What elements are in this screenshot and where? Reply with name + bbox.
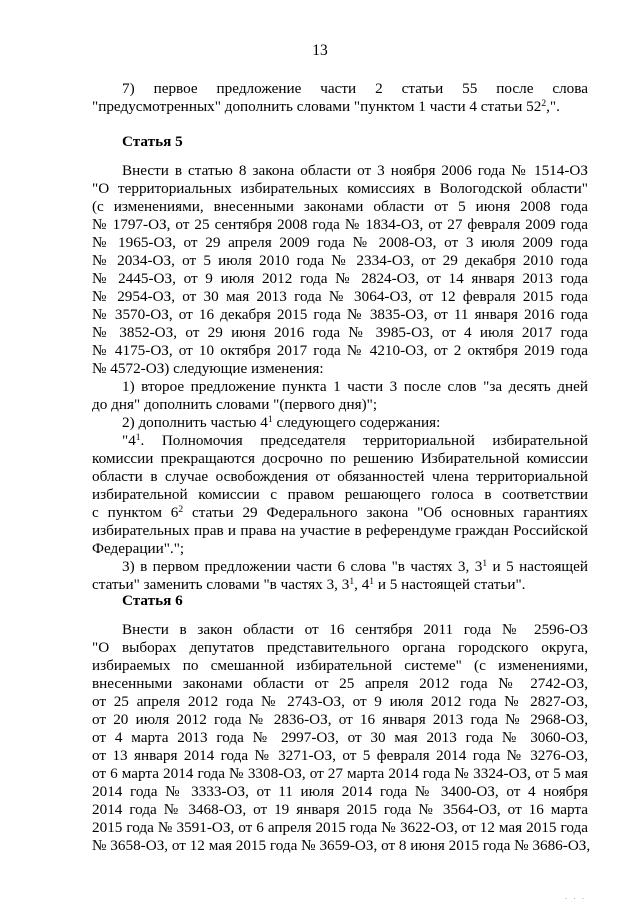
article-6-line: 2014 года № 3333-ОЗ, от 11 июля 2014 года № 3400-ОЗ, от 4 ноября — [92, 783, 588, 800]
article-6-line: внесенными законами области от 25 апреля 2012 года № 2742-ОЗ, — [92, 675, 588, 692]
quote-line-5: с пунктом $6^2$ статьи 29 Федерального закона "Об основных гарантиях — [92, 504, 588, 521]
item-7 — [92, 80, 588, 116]
footer-mark: · · · — [565, 895, 587, 903]
article-5-item-2: 2) дополнить частью $4^1$ следующего содержания: — [122, 414, 441, 431]
article-6-line: № 3658-ОЗ, от 12 мая 2015 года № 3659-ОЗ, от 8 июня 2015 года № 3686-ОЗ, — [92, 837, 591, 854]
quote-line-3: области в случае освобождения от обязанностей члена территориальной — [92, 468, 588, 485]
article-5-line: № 1797-ОЗ, от 25 сентября 2008 года № 1834-ОЗ, от 27 февраля 2009 года — [92, 216, 588, 233]
article-5 — [92, 133, 588, 151]
article-5-line: № 4175-ОЗ, от 10 октября 2017 года № 4210-ОЗ, от 2 октября 2019 года — [92, 342, 588, 359]
quote-line-6: избирательных прав и права на участие в референдуме граждан Российской — [92, 522, 588, 539]
article-6 — [92, 592, 588, 610]
article-6-line: 2015 года № 3591-ОЗ, от 6 апреля 2015 года № 3622-ОЗ, от 12 мая 2015 года — [92, 819, 588, 836]
article-5-line: № 1965-ОЗ, от 29 апреля 2009 года № 2008-ОЗ, от 3 июля 2009 года — [92, 234, 588, 251]
article-6-line: "О выборах депутатов представительного органа городского округа, — [92, 639, 588, 656]
quote-line-1: "$4^1$. Полномочия председателя территориальной избирательной — [122, 432, 588, 449]
article-5-item-3-line-2: статьи" заменить словами "в частях 3, $3^1$, $4^1$ и 5 настоящей статьи". — [92, 576, 526, 593]
quote-line-2: комиссии прекращаются досрочно по решению Избирательной комиссии — [92, 450, 588, 467]
article-5-line: № 2954-ОЗ, от 30 мая 2013 года № 3064-ОЗ, от 12 февраля 2015 года — [92, 288, 588, 305]
quote-line-7: Федерации"."; — [92, 540, 185, 557]
article-5-line: "О территориальных избирательных комиссиях в Вологодской области" — [92, 180, 588, 197]
article-6-line: 2014 года № 3468-ОЗ, от 19 января 2015 года № 3564-ОЗ, от 16 марта — [92, 801, 588, 818]
article-6-line: от 6 марта 2014 года № 3308-ОЗ, от 27 марта 2014 года № 3324-ОЗ, от 5 мая — [92, 765, 588, 782]
article-5-heading: Статья 5 — [122, 133, 183, 150]
article-5-item-3-line-1: 3) в первом предложении части 6 слова "в частях 3, $3^1$ и 5 настоящей — [122, 558, 588, 575]
article-6-body — [92, 621, 591, 855]
article-6-line: от 4 марта 2013 года № 2997-ОЗ, от 30 мая 2013 года № 3060-ОЗ, — [92, 729, 588, 746]
article-5-line: № 2034-ОЗ, от 5 июля 2010 года № 2334-ОЗ, от 29 декабря 2010 года — [92, 252, 588, 269]
article-5-item-1-line-1: 1) второе предложение пункта 1 части 3 после слов "за десять дней — [122, 378, 588, 395]
article-6-line: от 20 июля 2012 года № 2836-ОЗ, от 16 января 2013 года № 2968-ОЗ, — [92, 711, 588, 728]
article-5-line: № 2445-ОЗ, от 9 июля 2012 года № 2824-ОЗ, от 14 января 2013 года — [92, 270, 588, 287]
article-6-line: Внести в закон области от 16 сентября 2011 года № 2596-ОЗ — [122, 621, 588, 638]
item-7-line-1: 7) первое предложение части 2 статьи 55 после слова — [122, 80, 588, 97]
article-5-body — [92, 162, 588, 594]
quote-line-4: избирательной комиссии с правом решающего голоса в соответствии — [92, 486, 588, 503]
article-6-heading: Статья 6 — [122, 592, 183, 609]
item-7-line-2: "предусмотренных" дополнить словами "пунктом 1 части 4 статьи $52^2$,". — [92, 98, 560, 115]
article-5-line: № 3570-ОЗ, от 16 декабря 2015 года № 3835-ОЗ, от 11 января 2016 года — [92, 306, 588, 323]
article-5-line: (с изменениями, внесенными законами области от 5 июня 2008 года — [92, 198, 588, 215]
page-number: 13 — [312, 42, 328, 59]
article-5-item-1-line-2: до дня" дополнить словами "(первого дня)"; — [92, 396, 378, 413]
article-6-line: от 25 апреля 2012 года № 2743-ОЗ, от 9 июля 2012 года № 2827-ОЗ, — [92, 693, 588, 710]
article-5-line: Внести в статью 8 закона области от 3 ноября 2006 года № 1514-ОЗ — [122, 162, 588, 179]
article-6-line: от 13 января 2014 года № 3271-ОЗ, от 5 февраля 2014 года № 3276-ОЗ, — [92, 747, 588, 764]
article-5-line: № 3852-ОЗ, от 29 июня 2016 года № 3985-ОЗ, от 4 июля 2017 года — [92, 324, 588, 341]
article-5-line: № 4572-ОЗ) следующие изменения: — [92, 360, 324, 377]
article-6-line: избираемых по смешанной избирательной системе" (с изменениями, — [92, 657, 588, 674]
